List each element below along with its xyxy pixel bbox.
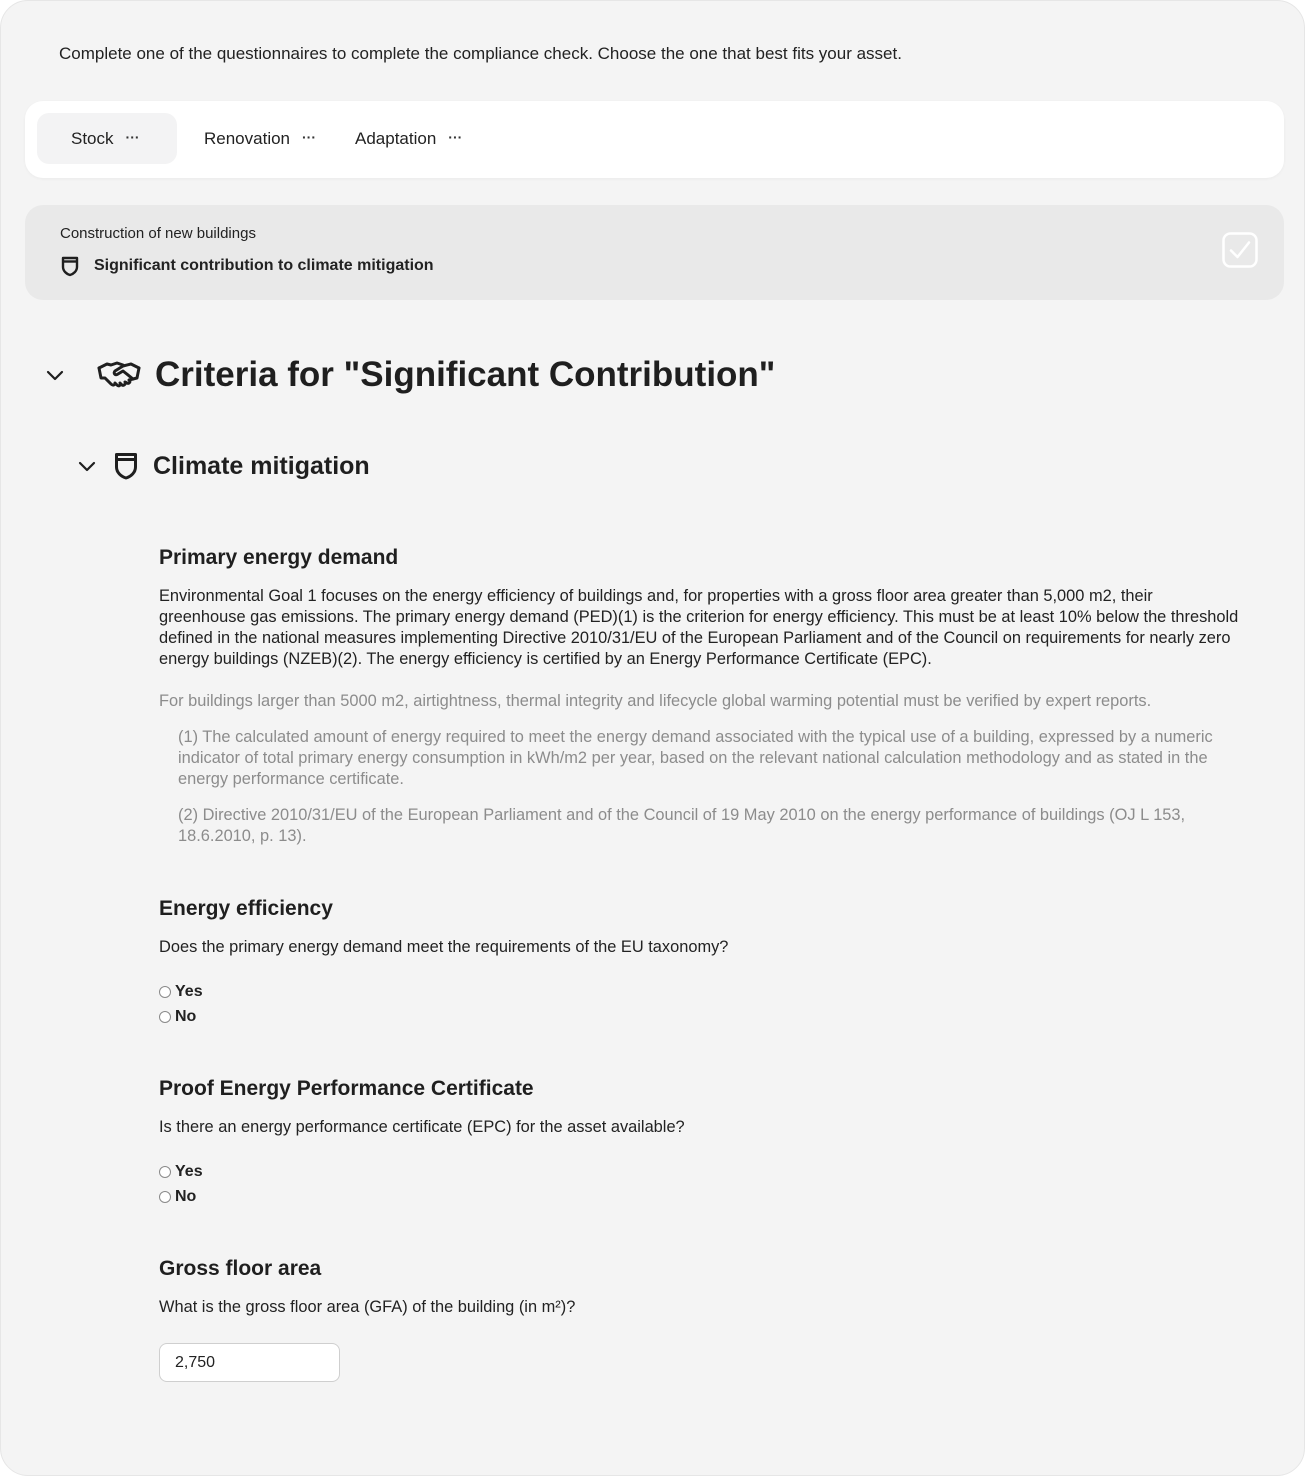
- radio-label: No: [175, 1007, 197, 1025]
- tab-adaptation[interactable]: [355, 113, 462, 164]
- intro-text: Complete one of the questionnaires to complete the compliance check. Choose the one that best fits your asset.: [59, 44, 902, 63]
- primary-energy-body: Environmental Goal 1 focuses on the energy efficiency of buildings and, for properties with a gross floor area greater than 5,000 m2, their greenhouse gas emissions. The primary energy demand (PED)(1) is the criterion for energy efficiency. This must be at least 10% below the threshold defined in the national measures implementing Directive 2010/31/EU of the European Parliament and of the Council on requirements for nearly zero energy buildings (NZEB)(2). The energy efficiency is certified by an Energy Performance Certificate (EPC).: [159, 587, 1239, 668]
- gfa-question: What is the gross floor area (GFA) of the building (in m²)?: [159, 1298, 576, 1316]
- radio-no[interactable]: [159, 1004, 1239, 1029]
- tab-label: Adaptation: [355, 128, 437, 148]
- energy-efficiency-heading: Energy efficiency: [159, 897, 333, 920]
- radio-yes[interactable]: [159, 979, 1239, 1004]
- criteria-title: Criteria for "Significant Contribution": [155, 355, 776, 394]
- handshake-icon: [97, 359, 141, 391]
- energy-efficiency-question: Does the primary energy demand meet the requirements of the EU taxonomy?: [159, 938, 729, 956]
- gfa-input[interactable]: [159, 1343, 340, 1382]
- energy-efficiency-options: [159, 979, 1239, 1029]
- radio-button[interactable]: [159, 1191, 171, 1203]
- primary-energy-heading: Primary energy demand: [159, 546, 399, 569]
- tab-label: Stock: [71, 128, 114, 148]
- radio-label: Yes: [175, 1162, 203, 1180]
- chevron-down-icon[interactable]: [77, 456, 97, 476]
- radio-label: No: [175, 1187, 197, 1205]
- radio-button[interactable]: [159, 986, 171, 998]
- more-icon[interactable]: ···: [448, 128, 463, 145]
- more-icon[interactable]: ···: [302, 128, 317, 145]
- activity-goal: [60, 255, 434, 277]
- shield-icon: [113, 451, 139, 481]
- shield-icon: [60, 255, 80, 277]
- tab-label: Renovation: [204, 128, 291, 148]
- footnote-1: (1) The calculated amount of energy required to meet the energy demand associated with the typical use of a building, expressed by a numeric indicator of total primary energy consumption in kWh/m2 per year, based on the relevant national calculation methodology and as stated in the energy performance certificate.: [178, 728, 1213, 788]
- activity-card: [25, 205, 1284, 300]
- radio-label: Yes: [175, 982, 203, 1000]
- primary-energy-note: For buildings larger than 5000 m2, airtightness, thermal integrity and lifecycle global warming potential must be verified by expert reports.: [159, 692, 1152, 710]
- tab-stock[interactable]: [37, 113, 177, 164]
- questionnaire-tabs: [25, 101, 1284, 178]
- radio-no[interactable]: [159, 1184, 1239, 1209]
- more-icon[interactable]: ···: [125, 128, 140, 145]
- questionnaire-content: [159, 546, 1239, 1382]
- footnote-2: (2) Directive 2010/31/EU of the European Parliament and of the Council of 19 May 2010 on the energy performance of buildings (OJ L 153, 18.6.2010, p. 13).: [178, 806, 1186, 845]
- epc-heading: Proof Energy Performance Certificate: [159, 1077, 534, 1100]
- tab-renovation[interactable]: [204, 113, 316, 164]
- climate-mitigation-header[interactable]: [77, 451, 370, 481]
- activity-goal-text: Significant contribution to climate mitigation: [94, 257, 434, 274]
- gfa-heading: Gross floor area: [159, 1257, 322, 1280]
- activity-subtitle: Construction of new buildings: [60, 225, 256, 242]
- chevron-down-icon[interactable]: [45, 365, 65, 385]
- epc-options: [159, 1159, 1239, 1209]
- radio-button[interactable]: [159, 1166, 171, 1178]
- criteria-section-header[interactable]: [45, 355, 775, 395]
- radio-yes[interactable]: [159, 1159, 1239, 1184]
- epc-question: Is there an energy performance certificate (EPC) for the asset available?: [159, 1118, 685, 1136]
- radio-button[interactable]: [159, 1011, 171, 1023]
- check-icon[interactable]: [1222, 232, 1258, 268]
- climate-mitigation-title: Climate mitigation: [153, 451, 370, 480]
